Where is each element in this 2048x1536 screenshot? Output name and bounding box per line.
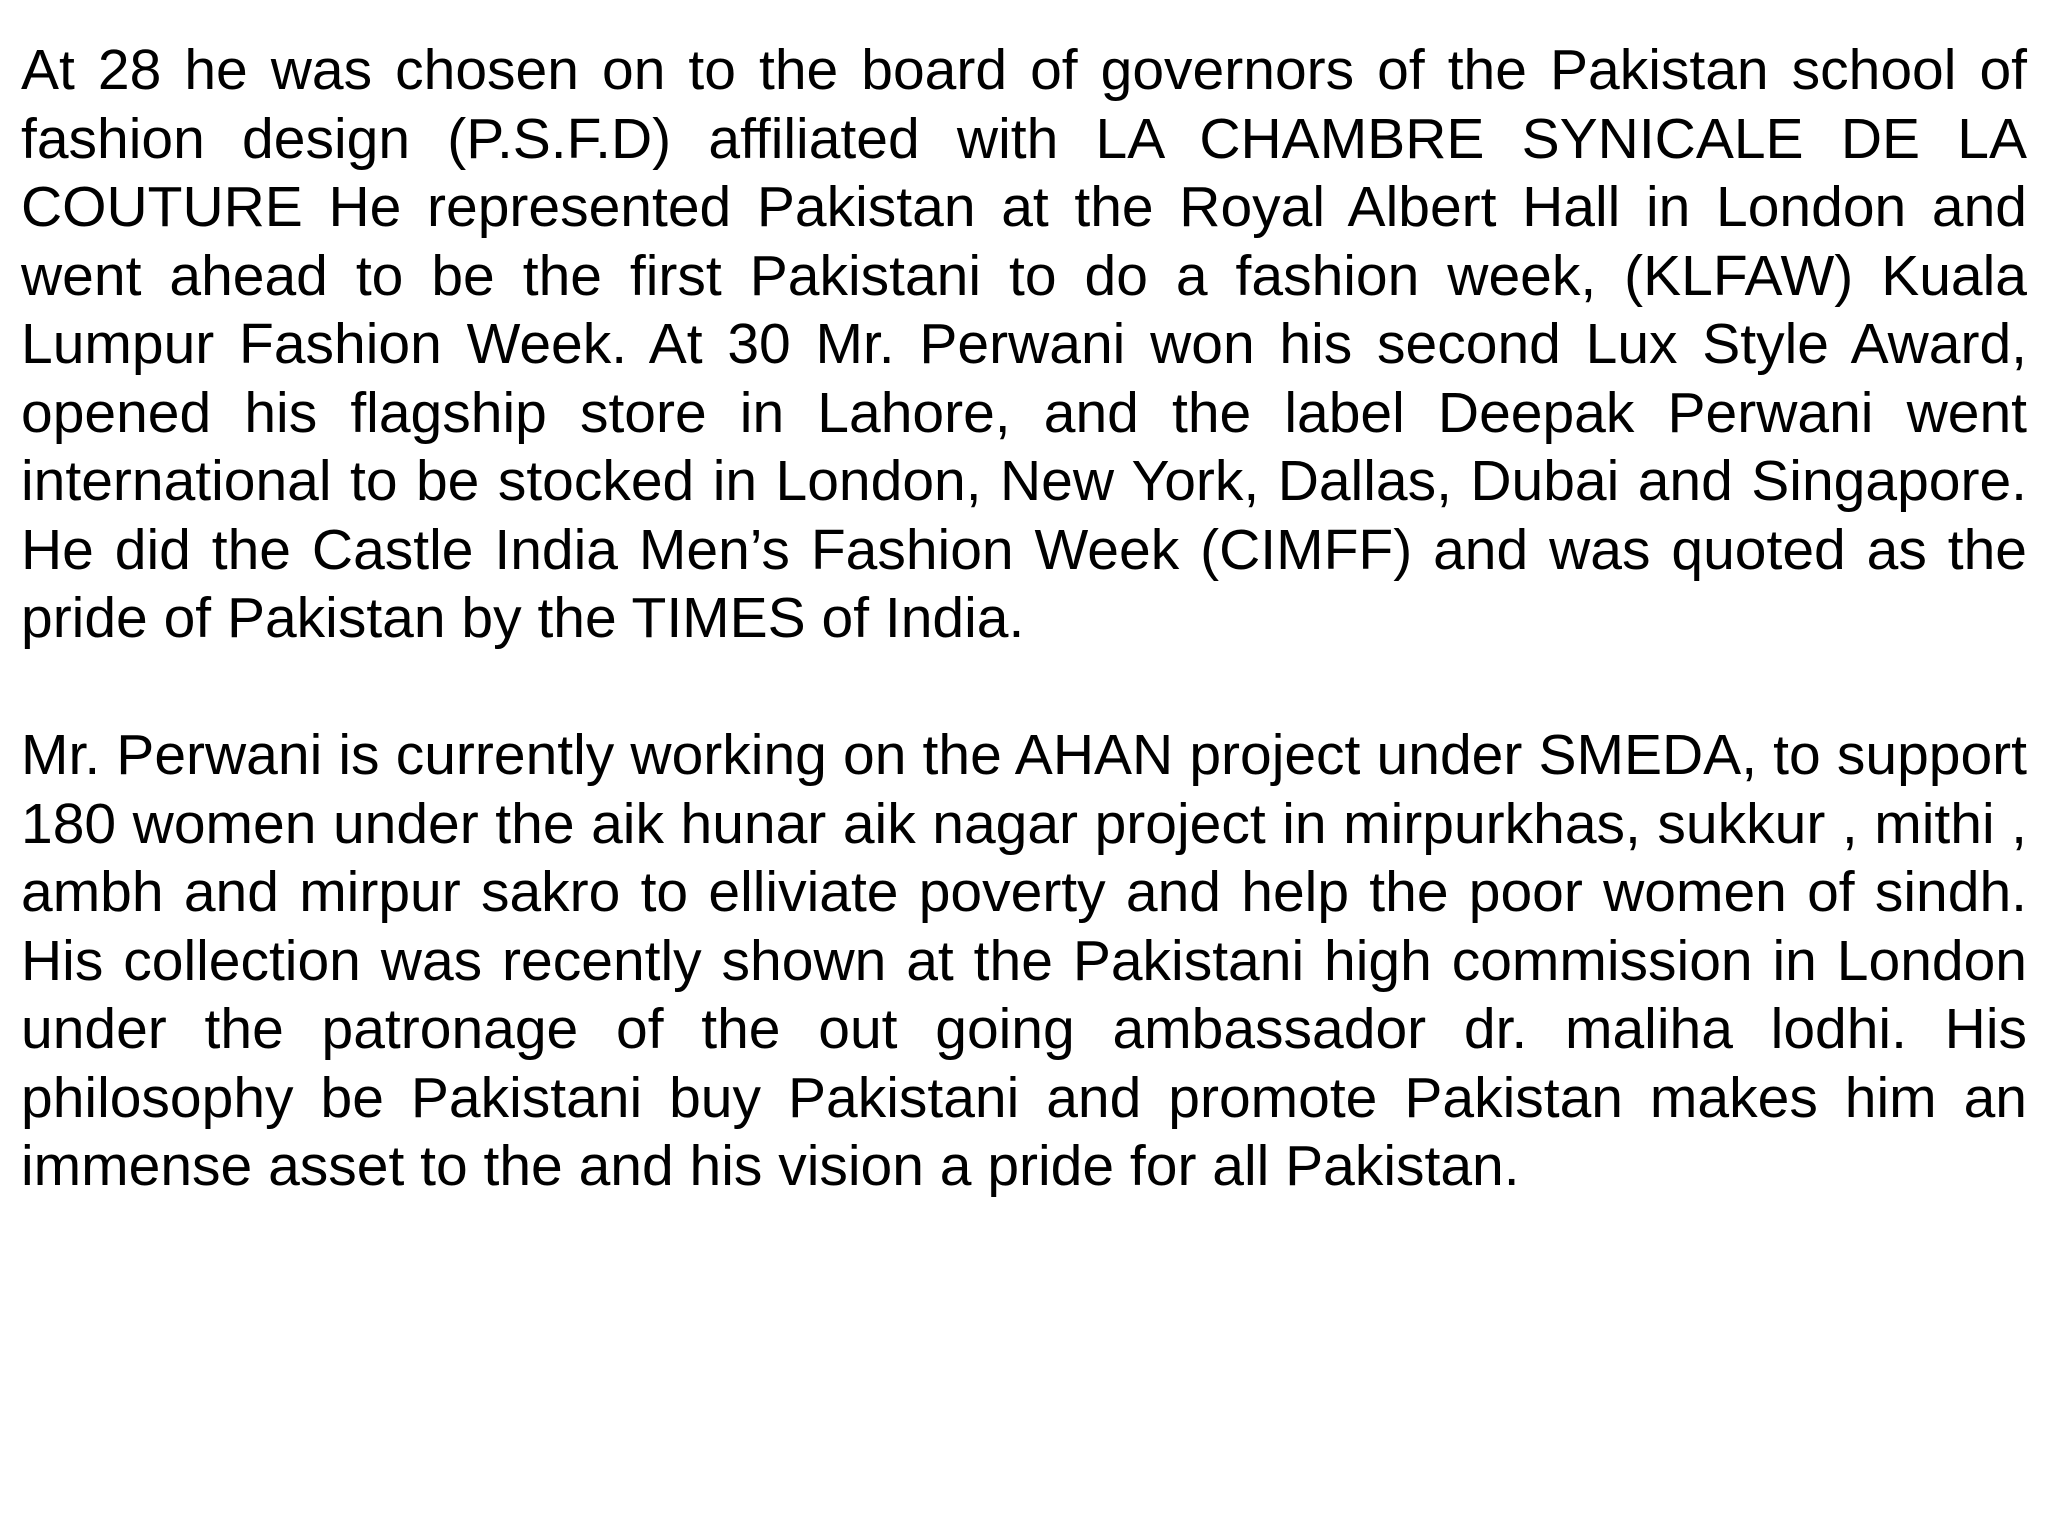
paragraph-career-milestones: At 28 he was chosen on to the board of governors of the Pakistan school of fashion design (P.S.F.D) affiliated with LA CHAMBRE SYNICALE DE LA COUTURE He represented Pakistan at the Royal Albert Hall in London and went ahead to be the first Pakistani to do a fashion week, (KLFAW) Kuala Lumpur Fashion Week. At 30 Mr. Perwani won his second Lux Style Award, opened his flagship store in Lahore, and the label Deepak Perwani went international to be stocked in London, New York, Dallas, Dubai and Singapore. He did the Castle India Men’s Fashion Week (CIMFF) and was quoted as the pride of Pakistan by the TIMES of India. xyxy=(21,38,2027,650)
document-body xyxy=(21,36,2027,1201)
paragraph-current-work: Mr. Perwani is currently working on the AHAN project under SMEDA, to support 180 women under the aik hunar aik nagar project in mirpurkhas, sukkur , mithi , ambh and mirpur sakro to elliviate poverty and help the poor women of sindh. His collection was recently shown at the Pakistani high commission in London under the patronage of the out going ambassador dr. maliha lodhi. His philosophy be Pakistani buy Pakistani and promote Pakistan makes him an immense asset to the and his vision a pride for all Pakistan. xyxy=(21,723,2027,1198)
